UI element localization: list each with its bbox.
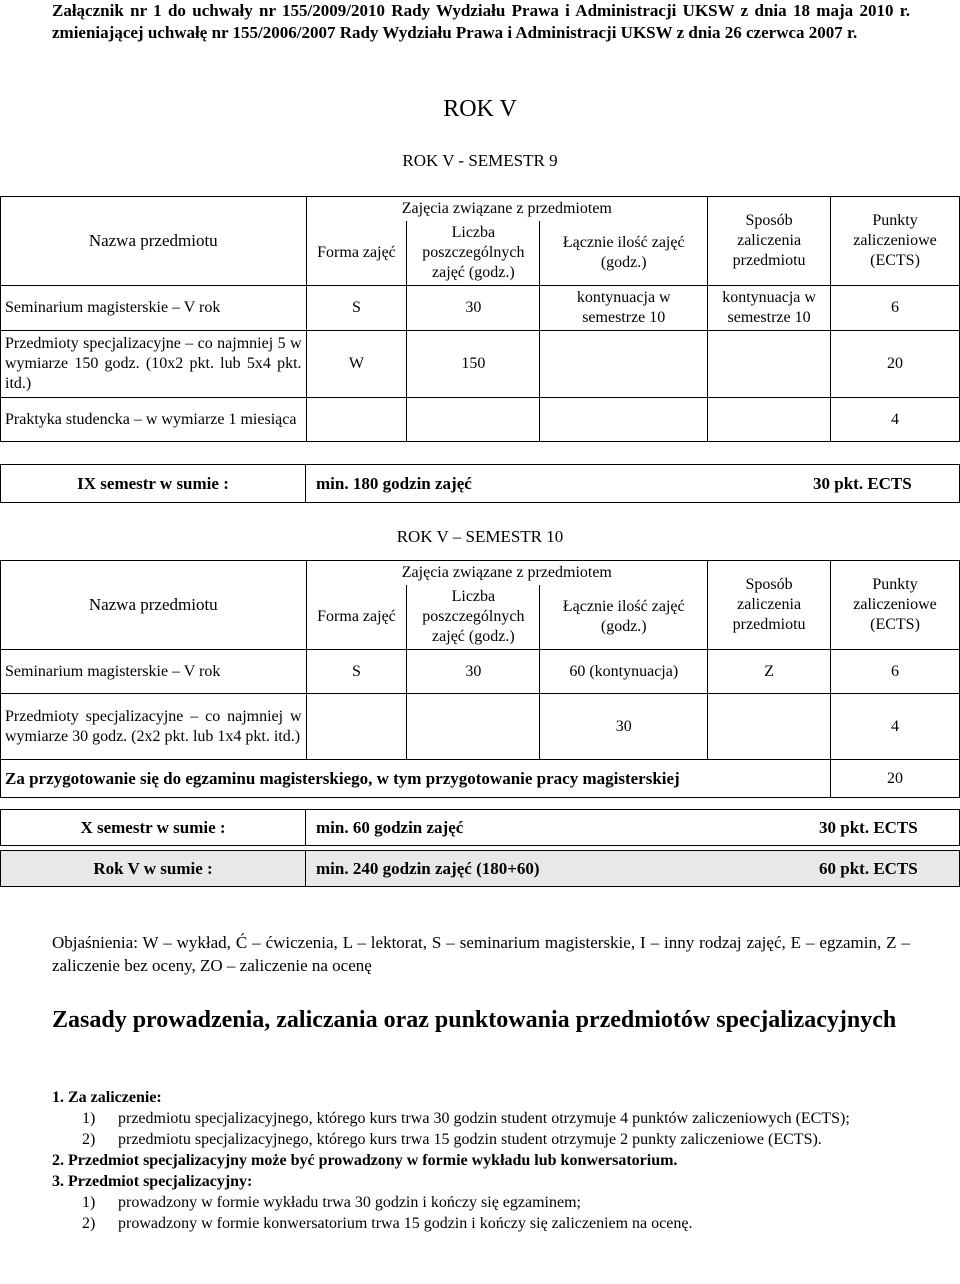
row-lacznie: 30: [540, 694, 708, 760]
exam-prep-label: Za przygotowanie się do egzaminu magisterskiego, w tym przygotowanie pracy magisterskiej: [1, 760, 831, 798]
semester-10-heading: ROK V – SEMESTR 10: [396, 527, 564, 546]
row-punkty: 4: [831, 398, 960, 442]
rule-2: 2. Przedmiot specjalizacyjny może być prowadzony w formie wykładu lub konwersatorium.: [52, 1152, 678, 1169]
row-lacznie: 60 (kontynuacja): [540, 650, 708, 694]
list-item: [52, 1192, 910, 1213]
row-punkty: 6: [831, 650, 960, 694]
row-liczba: 150: [407, 331, 540, 398]
summary-label: X semestr w sumie :: [1, 810, 306, 845]
summary-ects: 30 pkt. ECTS: [813, 474, 912, 493]
summary-hours: min. 60 godzin zajęć: [316, 818, 464, 837]
list-item: [52, 1108, 910, 1129]
table-row: [1, 331, 960, 398]
exam-prep-points: 20: [831, 760, 960, 798]
summary-ects: 60 pkt. ECTS: [819, 859, 918, 878]
explanations: Objaśnienia: W – wykład, Ć – ćwiczenia, L – lektorat, S – seminarium magisterskie, I – inny rodzaj zajęć, E – egzamin, Z – zaliczenie bez oceny, ZO – zaliczenie na ocenę: [52, 933, 910, 975]
rule-1-title: 1. Za zaliczenie:: [52, 1089, 162, 1106]
row-sposob: kontynuacja w semestrze 10: [708, 286, 831, 331]
row-forma: S: [306, 286, 407, 331]
row-liczba: 30: [407, 286, 540, 331]
summary-hours: min. 180 godzin zajęć: [316, 474, 472, 493]
table-row: [1, 398, 960, 442]
col-header-punkty: Punkty zaliczeniowe (ECTS): [831, 197, 960, 286]
item-number: 2): [82, 1131, 96, 1148]
col-header-sposob: Sposób zaliczenia przedmiotu: [708, 561, 831, 650]
row-forma: W: [306, 331, 407, 398]
list-item: [52, 1213, 910, 1234]
item-number: 1): [82, 1110, 96, 1127]
semester-10-table: [0, 560, 960, 798]
row-name: Praktyka studencka – w wymiarze 1 miesiąca: [1, 398, 307, 442]
year-summary: [0, 850, 960, 887]
col-header-name: Nazwa przedmiotu: [1, 197, 307, 286]
col-header-group: Zajęcia związane z przedmiotem: [306, 561, 708, 586]
item-number: 2): [82, 1215, 96, 1232]
row-lacznie: kontynuacja w semestrze 10: [540, 286, 708, 331]
table-row: [1, 650, 960, 694]
item-text: prowadzony w formie konwersatorium trwa 15 godzin i kończy się zaliczeniem na ocenę.: [118, 1215, 693, 1232]
col-header-liczba: Liczba poszczególnych zajęć (godz.): [407, 221, 540, 286]
semester-9-table: [0, 196, 960, 442]
rules-section: [52, 1087, 910, 1234]
row-punkty: 6: [831, 286, 960, 331]
row-name: Seminarium magisterskie – V rok: [1, 286, 307, 331]
table-row: [1, 286, 960, 331]
col-header-lacznie: Łącznie ilość zajęć (godz.): [540, 221, 708, 286]
rules-title: Zasady prowadzenia, zaliczania oraz punktowania przedmiotów specjalizacyjnych: [52, 1007, 897, 1033]
row-sposob: Z: [708, 650, 831, 694]
col-header-punkty: Punkty zaliczeniowe (ECTS): [831, 561, 960, 650]
col-header-group: Zajęcia związane z przedmiotem: [306, 197, 708, 222]
summary-hours: min. 240 godzin zajęć (180+60): [316, 859, 540, 878]
summary-label: IX semestr w sumie :: [1, 465, 306, 502]
col-header-name: Nazwa przedmiotu: [1, 561, 307, 650]
row-name: Przedmioty specjalizacyjne – co najmniej 5 w wymiarze 150 godz. (10x2 pkt. lub 5x4 pkt. itd.): [1, 331, 307, 398]
semester-9-heading: ROK V - SEMESTR 9: [402, 151, 558, 170]
row-forma: S: [306, 650, 407, 694]
row-punkty: 4: [831, 694, 960, 760]
col-header-forma: Forma zajęć: [306, 221, 407, 286]
rule-3-title: 3. Przedmiot specjalizacyjny:: [52, 1173, 253, 1190]
table-row: [1, 760, 960, 798]
semester-10-summary: [0, 809, 960, 846]
col-header-forma: Forma zajęć: [306, 585, 407, 650]
list-item: [52, 1129, 910, 1150]
summary-ects: 30 pkt. ECTS: [819, 818, 918, 837]
item-number: 1): [82, 1194, 96, 1211]
col-header-liczba: Liczba poszczególnych zajęć (godz.): [407, 585, 540, 650]
col-header-sposob: Sposób zaliczenia przedmiotu: [708, 197, 831, 286]
row-liczba: 30: [407, 650, 540, 694]
item-text: przedmiotu specjalizacyjnego, którego kurs trwa 30 godzin student otrzymuje 4 punktów zaliczeniowych (ECTS);: [118, 1110, 850, 1127]
year-title: ROK V: [443, 96, 517, 122]
semester-9-summary: [0, 464, 960, 503]
col-header-lacznie: Łącznie ilość zajęć (godz.): [540, 585, 708, 650]
item-text: przedmiotu specjalizacyjnego, którego kurs trwa 15 godzin student otrzymuje 2 punkty zaliczeniowe (ECTS).: [118, 1131, 822, 1148]
row-name: Przedmioty specjalizacyjne – co najmniej w wymiarze 30 godz. (2x2 pkt. lub 1x4 pkt. itd.): [1, 694, 307, 760]
item-text: prowadzony w formie wykładu trwa 30 godzin i kończy się egzaminem;: [118, 1194, 581, 1211]
row-punkty: 20: [831, 331, 960, 398]
document-header: Załącznik nr 1 do uchwały nr 155/2009/2010 Rady Wydziału Prawa i Administracji UKSW z dnia 18 maja 2010 r. zmieniającej uchwałę nr 155/2006/2007 Rady Wydziału Prawa i Administracji UKSW z dnia 26 czerwca 2007 r.: [52, 1, 910, 42]
summary-label: Rok V w sumie :: [1, 851, 306, 886]
row-name: Seminarium magisterskie – V rok: [1, 650, 307, 694]
table-row: [1, 694, 960, 760]
